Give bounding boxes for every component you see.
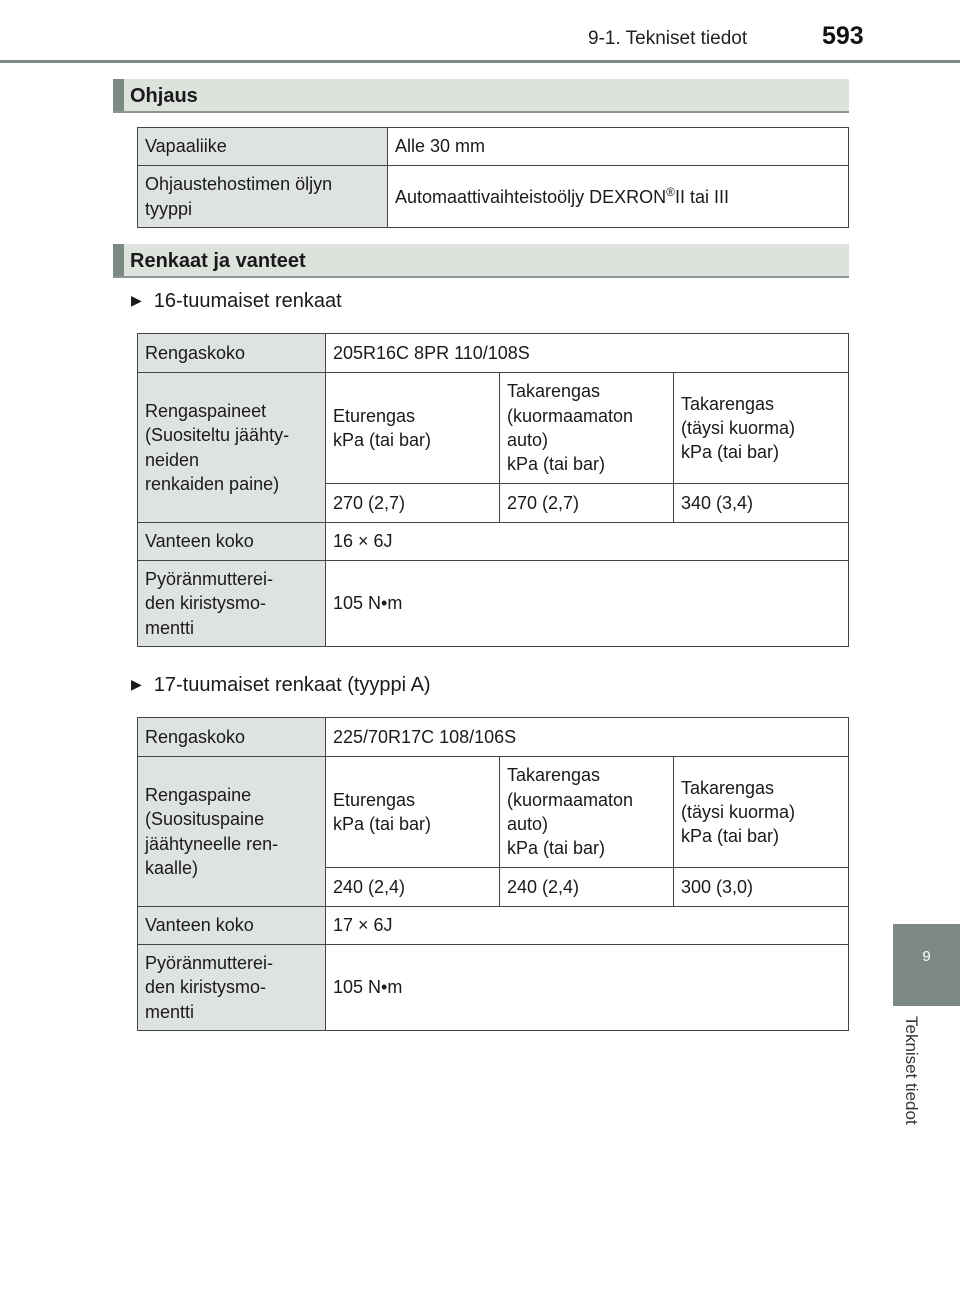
wheel-nut-torque-value: 105 N•m — [326, 561, 849, 647]
rear-tire-loaded-header — [674, 373, 849, 484]
table-row — [138, 334, 849, 373]
header-line: kPa (tai bar) — [333, 430, 432, 450]
header-line: Takarengas — [507, 765, 601, 786]
registered-mark: ® — [666, 184, 675, 199]
subheading-16-inch — [131, 290, 342, 313]
label-line: mentti — [145, 617, 195, 638]
rear-tire-loaded-header — [674, 757, 849, 868]
rear-loaded-pressure-value: 300 (3,0) — [674, 868, 849, 907]
section-heading-renkaat — [113, 244, 849, 278]
chapter-tab-label: Tekniset tiedot — [902, 1016, 921, 1125]
header-line: kPa (tai bar) — [333, 814, 432, 834]
header-line: kPa (tai bar) — [507, 838, 606, 859]
subheading-17-inch — [131, 674, 431, 697]
rear-unloaded-pressure-value: 270 (2,7) — [500, 484, 674, 523]
tire-17-table — [137, 717, 849, 1031]
header-line: (kuormaamaton — [507, 789, 634, 810]
label-line: mentti — [145, 1001, 195, 1022]
front-pressure-value: 240 (2,4) — [326, 868, 500, 907]
rear-tire-unloaded-header — [500, 373, 674, 484]
table-row — [138, 523, 849, 561]
page-number: 593 — [822, 22, 864, 50]
label-line: (Suositeltu jäähty- — [145, 425, 290, 446]
header-line: kPa (tai bar) — [681, 826, 780, 847]
rim-size-label: Vanteen koko — [138, 523, 326, 561]
tire-size-value: 225/70R17C 108/106S — [326, 718, 849, 757]
header-line: Takarengas — [681, 777, 775, 798]
header-line: auto) — [507, 814, 549, 834]
label-line: renkaiden paine) — [145, 473, 280, 494]
section-heading-ohjaus-text: Ohjaus — [130, 85, 198, 107]
header-line: (täysi kuorma) — [681, 417, 796, 438]
wheel-nut-torque-label — [138, 945, 326, 1031]
header-line: auto) — [507, 430, 549, 450]
header-line: Takarengas — [507, 381, 601, 402]
front-tire-header — [326, 757, 500, 868]
chapter-tab — [893, 924, 960, 1006]
table-row — [138, 561, 849, 647]
rear-loaded-pressure-value: 340 (3,4) — [674, 484, 849, 523]
label-line: neiden — [145, 449, 200, 470]
tire-pressure-label — [138, 757, 326, 907]
header-line: Eturengas — [333, 405, 416, 426]
steering-play-value: Alle 30 mm — [388, 128, 849, 166]
power-steering-fluid-value — [388, 166, 849, 228]
triangle-bullet-icon: ▶ — [131, 676, 142, 692]
rear-unloaded-pressure-value: 240 (2,4) — [500, 868, 674, 907]
rim-size-label: Vanteen koko — [138, 907, 326, 945]
header-line: Eturengas — [333, 789, 416, 810]
label-line: jäähtyneelle ren- — [145, 833, 279, 854]
label-line: kaalle) — [145, 857, 199, 878]
header-line: Takarengas — [681, 393, 775, 414]
rim-size-value: 17 × 6J — [326, 907, 849, 945]
fluid-value-suffix: II tai III — [674, 186, 729, 207]
section-heading-renkaat-text: Renkaat ja vanteet — [130, 250, 306, 272]
front-tire-header — [326, 373, 500, 484]
tire-size-value: 205R16C 8PR 110/108S — [326, 334, 849, 373]
table-row — [138, 757, 849, 868]
table-row — [138, 128, 849, 166]
label-line: den kiristysmo- — [145, 593, 267, 614]
tire-pressure-label — [138, 373, 326, 523]
header-line: (kuormaamaton — [507, 405, 634, 426]
chapter-tab-number: 9 — [922, 948, 931, 965]
label-line: (Suosituspaine — [145, 809, 265, 830]
triangle-bullet-icon: ▶ — [131, 292, 142, 308]
tire-16-table — [137, 333, 849, 647]
table-row — [138, 718, 849, 757]
front-pressure-value: 270 (2,7) — [326, 484, 500, 523]
label-line: Rengaspaineet — [145, 400, 267, 421]
tire-size-label: Rengaskoko — [138, 718, 326, 757]
header-line: kPa (tai bar) — [507, 454, 606, 475]
wheel-nut-torque-label — [138, 561, 326, 647]
header-rule — [0, 60, 960, 63]
section-heading-ohjaus — [113, 79, 849, 113]
table-row — [138, 166, 849, 228]
header-line: (täysi kuorma) — [681, 801, 796, 822]
wheel-nut-torque-value: 105 N•m — [326, 945, 849, 1031]
subheading-16-inch-text: 16-tuumaiset renkaat — [153, 290, 342, 312]
steering-table — [137, 127, 849, 228]
table-row — [138, 373, 849, 484]
header-line: kPa (tai bar) — [681, 442, 780, 463]
table-row — [138, 907, 849, 945]
table-row — [138, 945, 849, 1031]
power-steering-fluid-label: Ohjaustehostimen öljyn tyyppi — [138, 166, 388, 228]
label-line: Pyöränmutterei- — [145, 569, 274, 590]
rim-size-value: 16 × 6J — [326, 523, 849, 561]
subheading-17-inch-text: 17-tuumaiset renkaat (tyyppi A) — [153, 674, 431, 696]
running-header-title: 9-1. Tekniset tiedot — [588, 28, 748, 49]
label-line: Pyöränmutterei- — [145, 953, 274, 974]
label-line: den kiristysmo- — [145, 977, 267, 998]
label-line: Rengaspaine — [145, 784, 252, 805]
tire-size-label: Rengaskoko — [138, 334, 326, 373]
rear-tire-unloaded-header — [500, 757, 674, 868]
fluid-value-text: Automaattivaihteistoöljy DEXRON — [395, 186, 667, 207]
steering-play-label: Vapaaliike — [138, 128, 388, 166]
